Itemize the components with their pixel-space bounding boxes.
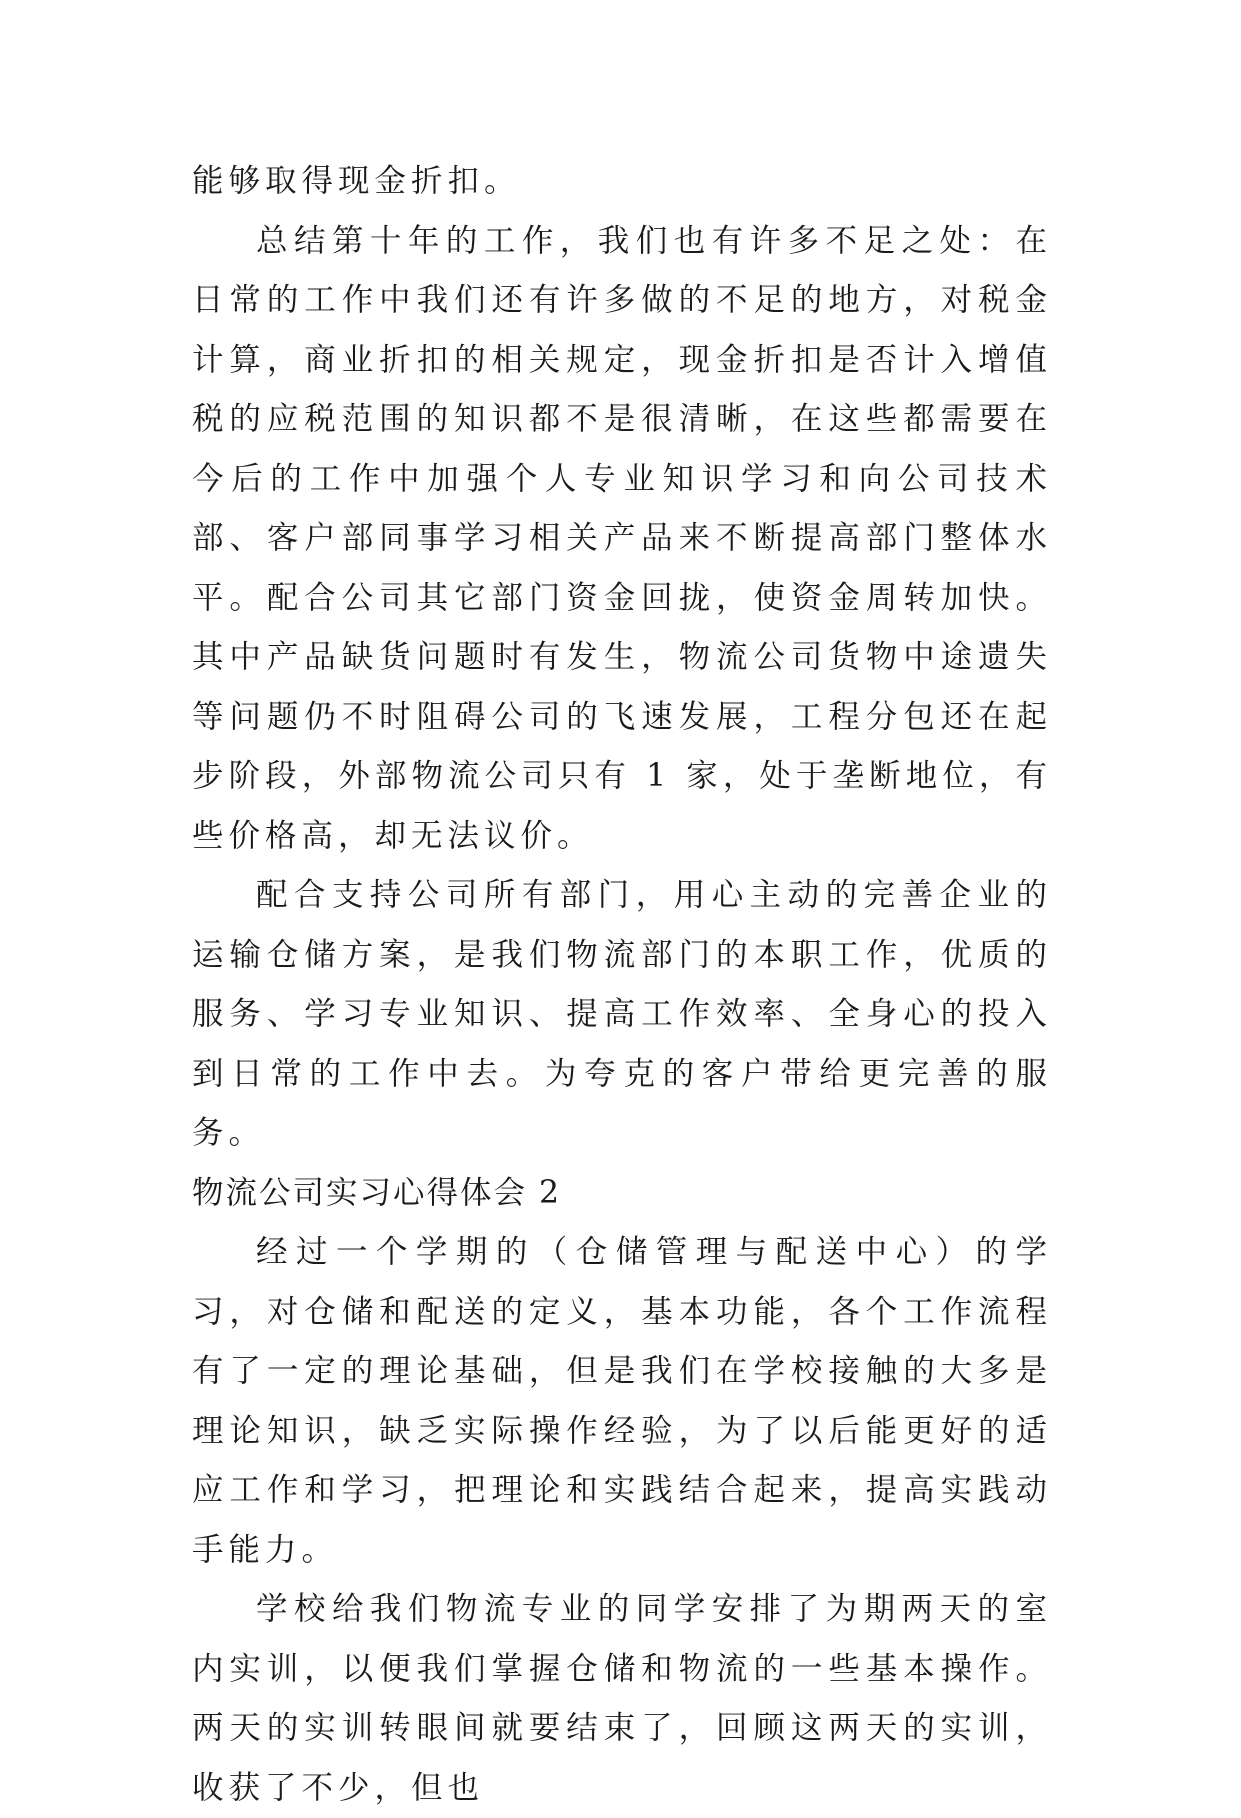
section-title: 物流公司实习心得体会 2 [192, 1174, 562, 1211]
paragraph-continuation: 能够取得现金折扣。 [192, 163, 521, 199]
paragraph-study: 经过一个学期的（仓储管理与配送中心）的学习，对仓储和配送的定义，基本功能，各个工作流程有了一定的理论基础，但是我们在学校接触的大多是理论知识，缺乏实际操作经验，为了以后能更好的适应工作和学习，把理论和实践结合起来，提高实践动手能力。 [192, 1234, 1052, 1568]
paragraph-training: 学校给我们物流专业的同学安排了为期两天的室内实训，以便我们掌握仓储和物流的一些基本操作。两天的实训转眼间就要结束了，回顾这两天的实训，收获了不少，但也 [192, 1591, 1052, 1806]
paragraph-support: 配合支持公司所有部门，用心主动的完善企业的运输仓储方案，是我们物流部门的本职工作，优质的服务、学习专业知识、提高工作效率、全身心的投入到日常的工作中去。为夸克的客户带给更完善的服务。 [192, 877, 1052, 1151]
document-body [192, 152, 1052, 1818]
paragraph-shortcomings: 总结第十年的工作，我们也有许多不足之处：在日常的工作中我们还有许多做的不足的地方，对税金计算，商业折扣的相关规定，现金折扣是否计入增值税的应税范围的知识都不是很清晰，在这些都需要在今后的工作中加强个人专业知识学习和向公司技术部、客户部同事学习相关产品来不断提高部门整体水平。配合公司其它部门资金回拢，使资金周转加快。其中产品缺货问题时有发生，物流公司货物中途遗失等问题仍不时阻碍公司的飞速发展，工程分包还在起步阶段，外部物流公司只有 1 家，处于垄断地位，有些价格高，却无法议价。 [192, 222, 1052, 854]
